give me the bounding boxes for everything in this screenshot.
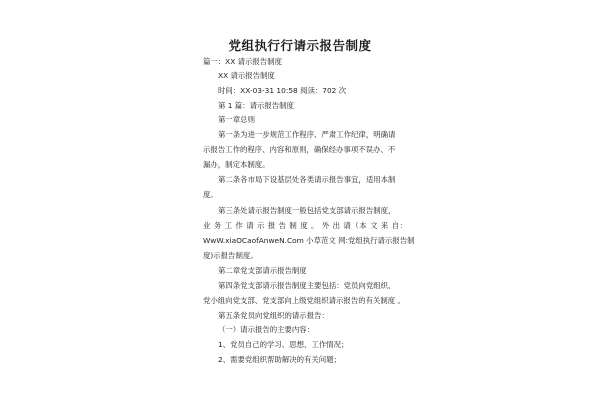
doc-line: 第 1 篇：请示报告制度 <box>218 101 294 110</box>
doc-line: 第二条各市局下设基层处各类请示报告事宜，适用本制 <box>218 175 396 184</box>
doc-line: 示报告工作的程序、内容和原则，确保经办事项不误办、不 <box>203 145 396 154</box>
doc-line: 第五条党员向党组织的请示报告： <box>218 311 329 320</box>
doc-line: 2、需要党组织帮助解决的有关问题； <box>218 355 341 364</box>
doc-line: 第一章总则 <box>218 115 255 124</box>
doc-line: WwW.xiaOCaofAnweN.Com 小草范文 网:党组执行请示报告制 <box>203 236 415 245</box>
doc-line: 1、党员自己的学习、思想、工作情况； <box>218 340 349 349</box>
doc-line: 漏办，制定本制度。 <box>203 160 270 169</box>
doc-line: 党小组向党支部、党支部向上级党组织请示报告的有关制度 。 <box>203 296 405 305</box>
doc-line: 业 务 工 作 请 示 报 告 制 度 。 外 出 请（本 文 来 自： <box>203 221 407 230</box>
doc-line: 度。 <box>203 190 218 199</box>
doc-line: 度)示报告制度。 <box>203 251 258 260</box>
doc-line: 篇一：XX 请示报告制度 <box>203 57 282 66</box>
doc-line: XX 请示报告制度 <box>218 71 275 80</box>
doc-line: 第一条为进一步规范工作程序、严肃工作纪律，明确请 <box>218 130 396 139</box>
doc-line: （一）请示报告的主要内容： <box>218 325 315 334</box>
doc-line: 第四条党支部请示报告制度主要包括：党员向党组织、 <box>218 281 396 290</box>
doc-line: 第二章党支部请示报告制度 <box>218 266 307 275</box>
doc-line: 时间：XX-03-31 10:58 阅读：702 次 <box>218 86 347 95</box>
document-title: 党组执行行请示报告制度 <box>228 38 372 53</box>
doc-line: 第三条处请示报告制度一般包括党支部请示报告制度， <box>218 206 396 215</box>
